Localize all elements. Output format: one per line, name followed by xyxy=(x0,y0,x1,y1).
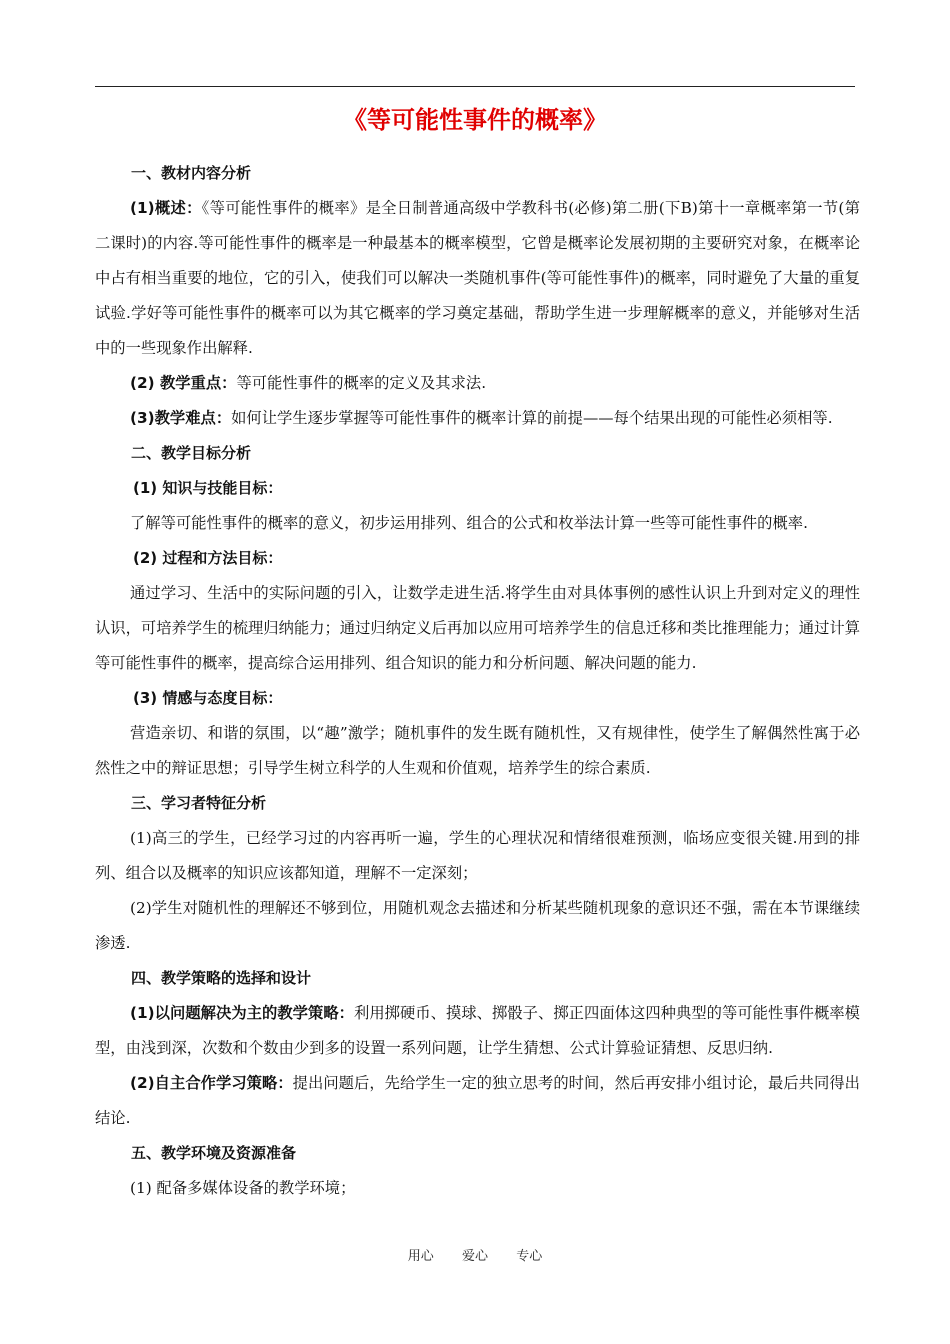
paragraph-strategy-2 xyxy=(95,1066,860,1136)
overview-text: 《等可能性事件的概率》是全日制普通高级中学教科书(必修)第二册(下B)第十一章概率第一节(第二课时)的内容.等可能性事件的概率是一种最基本的概率模型，它曾是概率论发展初期的主要研究对象，在概率论中占有相当重要的地位，它的引入，使我们可以解决一类随机事件(等可能性事件)的概率，同时避免了大量的重复试验.学好等可能性事件的概率可以为其它概率的学习奠定基础，帮助学生进一步理解概率的意义，并能够对生活中的一些现象作出解释. xyxy=(95,199,860,357)
page-footer: 用心 爱心 专心 xyxy=(407,1249,543,1264)
document-title: 《等可能性事件的概率》 xyxy=(343,106,607,134)
paragraph-key-point xyxy=(95,366,860,401)
strategy-2-text: 提出问题后，先给学生一定的独立思考的时间，然后再安排小组讨论，最后共同得出结论. xyxy=(95,1074,860,1127)
paragraph-learner-1: (1)高三的学生，已经学习过的内容再听一遍，学生的心理状况和情绪很难预测，临场应变很关键.用到的排列、组合以及概率的知识应该都知道，理解不一定深刻； xyxy=(95,829,860,882)
paragraph-environment-1: (1) 配备多媒体设备的教学环境； xyxy=(130,1179,356,1197)
key-point-text: 等可能性事件的概率的定义及其求法. xyxy=(236,374,487,392)
subheading-process xyxy=(95,541,860,576)
subheading-emotion xyxy=(95,681,860,716)
subheading-knowledge xyxy=(95,471,860,506)
paragraph-difficulty xyxy=(95,401,860,436)
overview-label: (1)概述： xyxy=(130,199,202,217)
paragraph-knowledge: 了解等可能性事件的概率的意义，初步运用排列、组合的公式和枚举法计算一些等可能性事件的概率. xyxy=(130,514,808,532)
paragraph-strategy-1 xyxy=(95,996,860,1066)
difficulty-label: (3)教学难点： xyxy=(130,409,232,427)
difficulty-text: 如何让学生逐步掌握等可能性事件的概率计算的前提——每个结果出现的可能性必须相等. xyxy=(231,409,833,427)
subheading-emotion-label: (3) 情感与态度目标： xyxy=(133,689,283,707)
document-body xyxy=(95,156,860,1206)
subheading-process-label: (2) 过程和方法目标： xyxy=(133,549,283,567)
section-heading-5: 五、教学环境及资源准备 xyxy=(131,1144,297,1162)
paragraph-process: 通过学习、生活中的实际问题的引入，让数学走进生活.将学生由对具体事例的感性认识上升到对定义的理性认识，可培养学生的梳理归纳能力；通过归纳定义后再加以应用可培养学生的信息迁移和类比推理能力；通过计算等可能性事件的概率，提高综合运用排列、组合知识的能力和分析问题、解决问题的能力. xyxy=(95,584,860,672)
section-heading-2: 二、教学目标分析 xyxy=(131,444,252,462)
strategy-2-label: (2)自主合作学习策略： xyxy=(130,1074,293,1092)
strategy-1-label: (1)以问题解决为主的教学策略： xyxy=(130,1004,354,1022)
paragraph-learner-2: (2)学生对随机性的理解还不够到位，用随机观念去描述和分析某些随机现象的意识还不强，需在本节课继续渗透. xyxy=(95,899,860,952)
section-heading-1: 一、教材内容分析 xyxy=(131,164,252,182)
strategy-1-text: 利用掷硬币、摸球、掷骰子、掷正四面体这四种典型的等可能性事件概率模型，由浅到深，次数和个数由少到多的设置一系列问题，让学生猜想、公式计算验证猜想、反思归纳. xyxy=(95,1004,860,1057)
header-rule xyxy=(95,86,855,87)
paragraph-overview xyxy=(95,191,860,366)
section-heading-4: 四、教学策略的选择和设计 xyxy=(131,969,312,987)
section-heading-3: 三、学习者特征分析 xyxy=(131,794,267,812)
paragraph-emotion: 营造亲切、和谐的氛围，以“趣”激学；随机事件的发生既有随机性，又有规律性，使学生了解偶然性寓于必然性之中的辩证思想；引导学生树立科学的人生观和价值观，培养学生的综合素质. xyxy=(95,724,860,777)
subheading-knowledge-label: (1) 知识与技能目标： xyxy=(133,479,283,497)
key-point-label: (2) 教学重点： xyxy=(130,374,237,392)
